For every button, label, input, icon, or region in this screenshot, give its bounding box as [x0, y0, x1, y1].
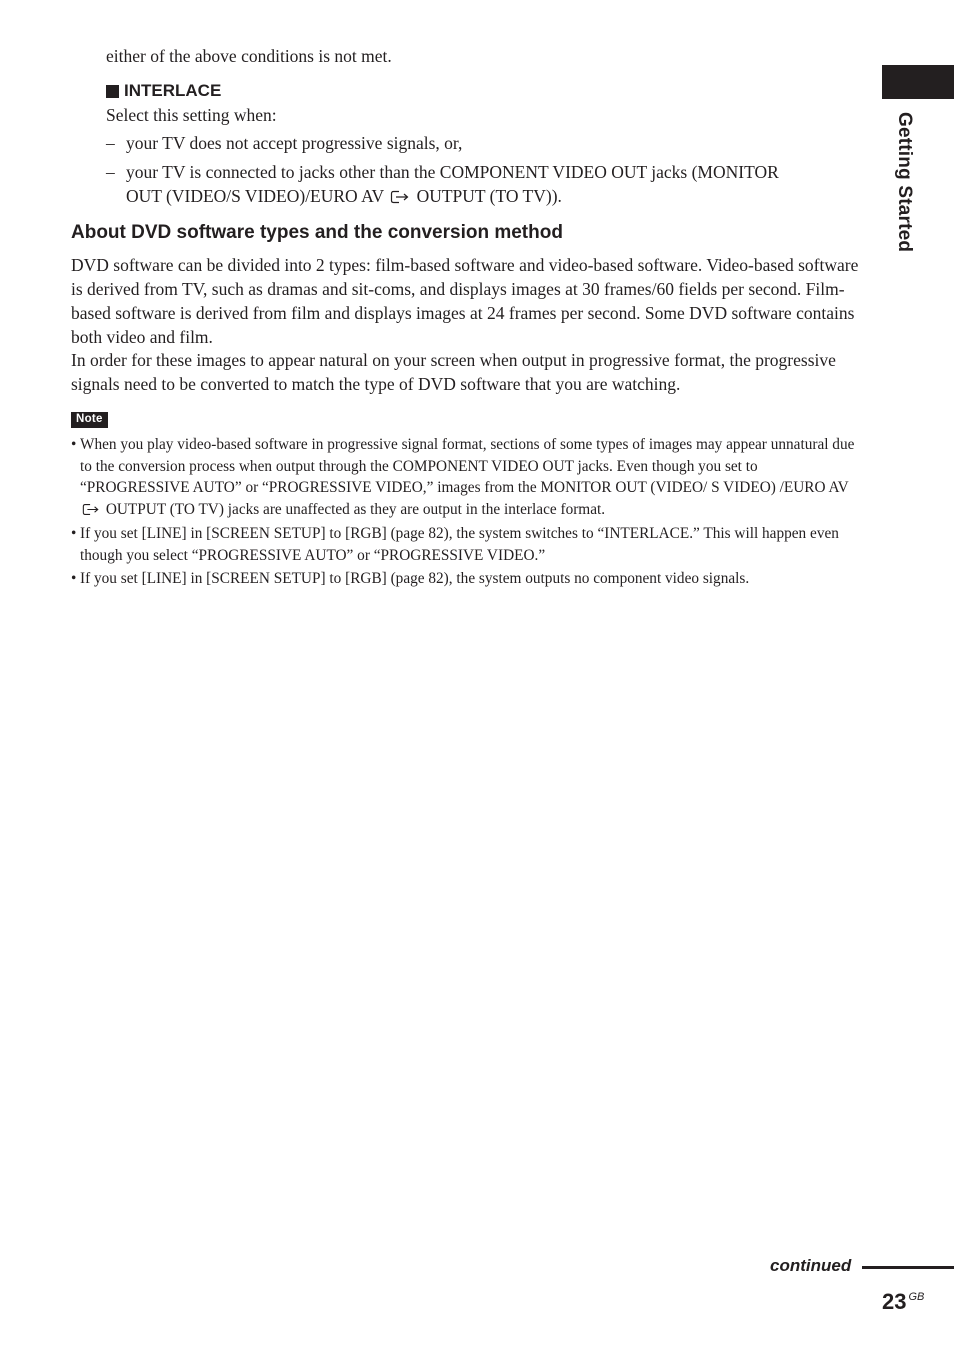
note-bullet-item: [71, 523, 861, 566]
region-code: GB: [908, 1291, 925, 1303]
note-bullet-item: [71, 434, 861, 520]
interlace-heading: [106, 80, 221, 102]
bullet-dot: •: [71, 570, 77, 587]
bullet-dot: •: [71, 525, 77, 542]
bullet-dot: •: [71, 436, 77, 453]
interlace-condition-item: [106, 131, 851, 155]
section-paragraph-1: DVD software can be divided into 2 types: film-based software and video-based software. Video-based software is derived from TV, such as dramas and sit-coms, and displays images at 30 frames/60 fields per second. Film-based software is derived from film and displays images at 24 frames per second. Some DVD software contains both video and film.: [71, 255, 859, 347]
page-number-value: 23: [882, 1289, 907, 1314]
interlace-lead: Select this setting when:: [106, 105, 277, 125]
condition-line2-pre: OUT (VIDEO/S VIDEO)/EURO AV: [126, 186, 384, 206]
intro-text: either of the above conditions is not met.: [106, 46, 392, 66]
section-paragraph-2: In order for these images to appear natural on your screen when output in progressive format, the progressive signals need to be converted to match the type of DVD software that you are watching.: [71, 350, 836, 394]
interlace-condition-text: [126, 160, 851, 208]
chapter-tab-label: Getting Started: [894, 112, 915, 253]
page-number: [882, 1284, 924, 1315]
square-bullet-icon: [106, 85, 119, 98]
condition-line1: your TV is connected to jacks other than the COMPONENT VIDEO OUT jacks (MONITOR: [126, 162, 779, 182]
interlace-heading-label: INTERLACE: [124, 81, 222, 100]
interlace-condition-item: [106, 160, 851, 208]
dash-marker: –: [106, 162, 115, 182]
note-bullet-item: [71, 568, 861, 590]
note-bullet1-post: OUTPUT (TO TV) jacks are unaffected as they are output in the interlace format.: [105, 500, 606, 518]
note-bullet-text: [80, 434, 861, 520]
continued-rule: [862, 1266, 954, 1269]
section-heading: About DVD software types and the conversion method: [71, 222, 563, 243]
continued-label: continued: [770, 1256, 852, 1275]
output-arrow-icon: [82, 503, 100, 516]
note-label: Note: [71, 412, 108, 428]
interlace-condition-text: your TV does not accept progressive signals, or,: [126, 133, 463, 153]
output-arrow-icon: [390, 190, 410, 204]
condition-line2-post: OUTPUT (TO TV)).: [416, 186, 562, 206]
note-bullet-text: If you set [LINE] in [SCREEN SETUP] to [RGB] (page 82), the system switches to “INTERLACE.” This will happen even though you select “PROGRESSIVE AUTO” or “PROGRESSIVE VIDEO.”: [80, 525, 839, 564]
note-bullet1-pre: When you play video-based software in progressive signal format, sections of some types of images may appear unnatural due to the conversion process when output through the COMPONENT VIDEO OUT jacks. Even though you set to “PROGRESSIVE AUTO” or “PROGRESSIVE VIDEO,” images from the MONITOR OUT (VIDEO/ S VIDEO) /EURO AV: [80, 436, 855, 496]
dash-marker: –: [106, 133, 115, 153]
note-bullet-text: If you set [LINE] in [SCREEN SETUP] to [RGB] (page 82), the system outputs no component video signals.: [80, 570, 750, 587]
chapter-tab-marker: [882, 65, 954, 99]
